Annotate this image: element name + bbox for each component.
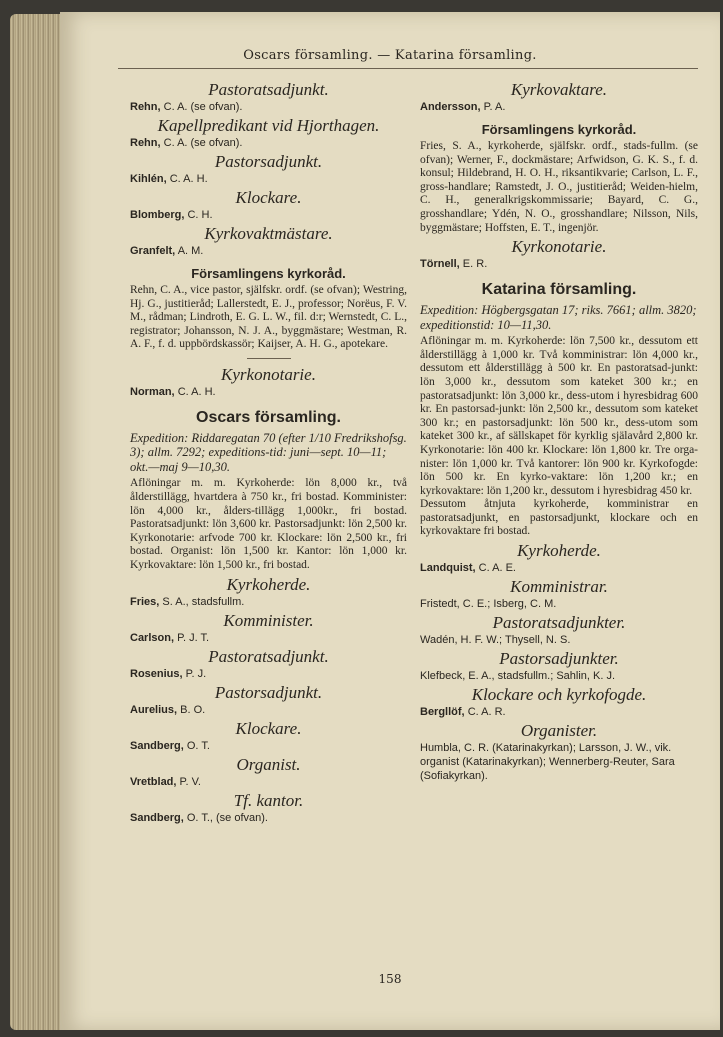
heading-klockare-2: Klockare. xyxy=(235,718,302,738)
running-header: Oscars församling. — Katarina församling. xyxy=(243,48,537,63)
heading-pastoratsadjunkt: Pastoratsadjunkt. xyxy=(208,80,329,99)
entry: Rosenius, P. J. xyxy=(130,667,207,680)
entry: Blomberg, C. H. xyxy=(130,209,213,221)
entry: Rehn, C. A. (se ofvan). xyxy=(130,137,243,149)
parish-title-oscars: Oscars församling. xyxy=(196,408,341,426)
entry: Andersson, P. A. xyxy=(420,101,506,113)
entry: Bergllöf, C. A. R. xyxy=(420,706,506,719)
entry: Klefbeck, E. A., stadsfullm.; Sahlin, K. J. xyxy=(420,670,616,683)
entry: Kihlén, C. A. H. xyxy=(130,173,208,185)
entry: Sandberg, O. T. xyxy=(130,739,210,752)
header-rule xyxy=(118,68,698,69)
council-heading: Församlingens kyrkoråd. xyxy=(191,266,346,281)
parish-title-katarina: Katarina församling. xyxy=(481,281,637,299)
entry: Fristedt, C. E.; Isberg, C. M. xyxy=(420,598,557,611)
entry: Fries, S. A., stadsfullm. xyxy=(130,595,245,608)
entry: Humbla, C. R. (Katarinakyrkan); Larsson, J. W., vik. organist (Katarinakyrkan); Wennerberg-Reuter, Sara (Sofiakyrkan). xyxy=(420,742,675,783)
heading-organister: Organister. xyxy=(520,721,598,741)
heading-pastoratsadjunkter: Pastoratsadjunkter. xyxy=(492,613,626,633)
heading-kyrkovaktmastare: Kyrkovaktmästare. xyxy=(204,224,333,243)
salaries-text-right: Aflöningar m. m. Kyrkoherde: lön 7,500 kr., dessutom ett ålderstillägg à 1,000 kr. Två komministrar: lön 4,000 kr., dessutom ett ålderstillägg à 500 kr. En pastoratsad-junkt: lön 3,000 kr., dessutom som kateket 300 kr.; en pastoratsadjunkt: lön 3,000 kr., dess-utom i hyresbidrag 600 kr. En pastorsad-junkt: lön 2,500 kr., dessutom som kateket 300 kr.; en pastorsadjunkt: lön 500 kr., dess-utom som kateket 300 kr., af sällskapet för kyrklig själavård 2,800 kr. Kyrkonotarie: lön 400 kr. Klockare: lön 1,800 kr. Tre orga-nister: lön 1,000 kr. Två kantorer: lön 900 kr. Kyrkofogde: lön 500 kr. En kyrko-vaktare: lön 1,200 kr.; en kyrkovaktare: lön 1,200 kr., dessutom i hyresbidrag 450 kr. xyxy=(420,335,698,497)
council-text-right: Fries, S. A., kyrkoherde, själfskr. ordf., stads-fullm. (se ofvan); Werner, F., dockmästare; Arfwidson, G. K. S., f. d. konsul; Hildebrand, H. O. H., riksantikvarie; Carlson, L. F., gross-handlare; Ramstedt, J. O., justitieråd; Weiden-hielm, C. H., generalkrigskommissarie; Bayard, C. G., grosshandlare; Ydén, N. O., grosshandlare; Nilsson, Nils, byggmästare; Hoffsten, E. T., ingenjör. xyxy=(420,140,698,234)
book-page xyxy=(60,12,720,1030)
divider xyxy=(247,358,291,359)
heading-pastorsadjunkter: Pastorsadjunkter. xyxy=(499,649,619,669)
heading-pastorsadjunkt-2: Pastorsadjunkt. xyxy=(214,682,323,702)
right-column xyxy=(420,78,698,784)
heading-komminister: Komminister. xyxy=(223,610,314,630)
heading-kyrkonotarie: Kyrkonotarie. xyxy=(221,364,316,384)
heading-kyrkovaktare: Kyrkovaktare. xyxy=(510,80,608,99)
entry: Norman, C. A. H. xyxy=(130,385,216,398)
expedition-text: Expedition: Riddaregatan 70 (efter 1/10 Fredrikshofsg. 3); allm. 7292; expeditions-tid: juni—sept. 10—11; okt.—maj 9—10,30. xyxy=(130,430,407,474)
council-text: Rehn, C. A., vice pastor, själfskr. ordf. (se ofvan); Westring, Hj. G., justitieråd; Lallerstedt, E. J., professor; Norëus, F. V. M., rådman; Lindroth, E. G. L. W., fil. d:r; Wernstedt, C. L., registrator; Johansson, N. J. A., byggmästare; Westman, R. A. F., f. d. uppbördskassör; Kaijser, A. H. G., apotekare. xyxy=(130,284,407,351)
heading-pastoratsadjunkt-2: Pastoratsadjunkt. xyxy=(208,646,329,666)
entry: Aurelius, B. O. xyxy=(130,703,206,716)
salaries-note: Dessutom åtnjuta kyrkoherde, komministrar en pastoratsadjunkt, en pastorsadjunkt, klockare och en kyrkovaktare fri bostad. xyxy=(420,498,698,538)
heading-klockare: Klockare. xyxy=(235,188,302,207)
page-number: 158 xyxy=(378,972,402,986)
council-heading-right: Församlingens kyrkoråd. xyxy=(481,122,637,137)
heading-organist: Organist. xyxy=(236,754,301,774)
heading-kapellpredikant: Kapellpredikant vid Hjorthagen. xyxy=(157,116,380,135)
salaries-text: Aflöningar m. m. Kyrkoherde: lön 8,000 kr., två ålderstillägg, hvartdera à 750 kr., fri bostad. Komminister: lön 4,000 kr., ålders-tillägg 1,000kr., fri bostad. Pastoratsadjunkt: lön 3,600 kr. Pastorsadjunkt: lön 2,500 kr. Kyrkonotarie: arfvode 700 kr. Klockare: lön 2,500 kr., fri bostad. Organist: lön 1,500 kr. Kantor: lön 1,000 kr. Kyrkovaktare: lön 1,500 kr., fri bostad. xyxy=(130,477,407,572)
entry: Rehn, C. A. (se ofvan). xyxy=(130,101,243,113)
heading-pastorsadjunkt: Pastorsadjunkt. xyxy=(214,152,323,171)
left-column xyxy=(130,78,407,826)
heading-kyrkoherde: Kyrkoherde. xyxy=(226,574,311,594)
entry: Sandberg, O. T., (se ofvan). xyxy=(130,811,268,824)
heading-kyrkoherde-right: Kyrkoherde. xyxy=(517,541,601,561)
heading-kyrkonotarie-right: Kyrkonotarie. xyxy=(511,237,607,257)
heading-komministrar: Komministrar. xyxy=(510,577,608,597)
entry: Granfelt, A. M. xyxy=(130,245,204,257)
entry: Vretblad, P. V. xyxy=(130,775,201,788)
entry: Wadén, H. F. W.; Thysell, N. S. xyxy=(420,634,571,647)
heading-klockare-kyrkofogde: Klockare och kyrkofogde. xyxy=(471,685,647,705)
entry: Carlson, P. J. T. xyxy=(130,631,210,644)
entry: Landquist, C. A. E. xyxy=(420,562,516,575)
expedition-text-right: Expedition: Högbergsgatan 17; riks. 7661; allm. 3820; expeditionstid: 10—11,30. xyxy=(420,303,697,332)
entry: Törnell, E. R. xyxy=(420,258,488,271)
heading-tf-kantor: Tf. kantor. xyxy=(233,790,304,810)
